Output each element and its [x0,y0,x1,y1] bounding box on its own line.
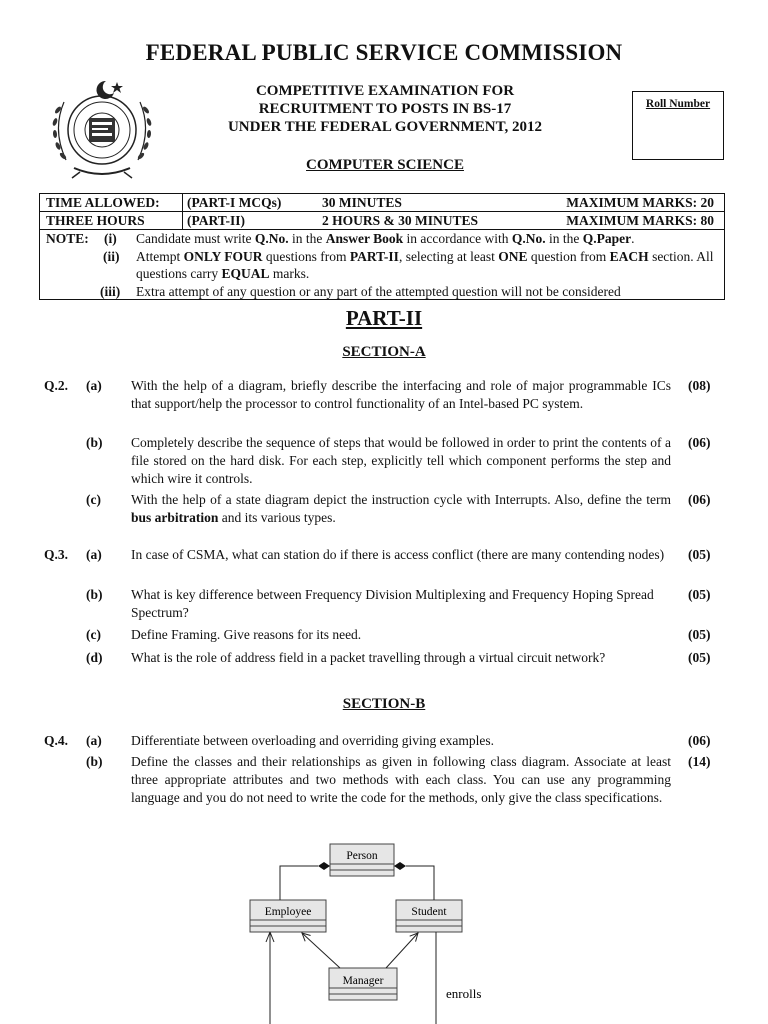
note-text: Attempt ONLY FOUR questions from PART-II, selecting at least ONE question from EACH section. All questions carry EQUAL marks. [136,249,714,281]
question-part-label: (b) [86,587,103,602]
question-2c [0,491,768,531]
info-row-part2 [40,212,724,230]
class-box-employee [250,900,326,932]
subject-title: COMPUTER SCIENCE [306,157,464,173]
part1-marks: MAXIMUM MARKS: 20 [566,195,714,210]
part2-marks: MAXIMUM MARKS: 80 [566,213,714,228]
question-part-label: (a) [86,733,102,748]
fpsc-seal-logo [44,72,160,182]
question-text: With the help of a state diagram depict the instruction cycle with Interrupts. Also, define the term bus arbitration and its various types. [131,492,671,525]
note-number: (ii) [103,249,120,264]
question-marks: (06) [688,733,711,748]
question-marks: (14) [688,754,711,769]
question-2a [0,377,768,437]
question-text: Define the classes and their relationships as given in following class diagram. Associate at least three appropriate attributes and two methods with each class. You can use any programming language and you do not need to write the code for the methods, only give the class specifications. [131,754,671,805]
time-allowed-label: TIME ALLOWED: [46,195,160,210]
question-text: Define Framing. Give reasons for its need. [131,627,362,642]
question-marks: (06) [688,435,711,450]
section-b-title: SECTION-B [342,696,426,712]
question-text: With the help of a diagram, briefly describe the interfacing and role of major programmable ICs that support/help the processor to control functionality of an Intel-based PC system. [131,378,671,411]
part1-time: 30 MINUTES [322,195,402,210]
question-marks: (05) [688,547,711,562]
class-name-manager: Manager [342,975,384,987]
question-4a [0,732,768,752]
note-text: Extra attempt of any question or any part of the attempted question will not be considered [136,284,621,299]
part1-label: (PART-I MCQs) [187,195,282,210]
class-diagram [230,840,530,1024]
exam-info-table [39,193,725,300]
question-marks: (08) [688,378,711,393]
question-text: What is key difference between Frequency Division Multiplexing and Frequency Hoping Spread Spectrum? [131,587,654,620]
question-3a [0,546,768,586]
question-part-label: (b) [86,435,103,450]
exam-heading-line-3: UNDER THE FEDERAL GOVERNMENT, 2012 [227,119,543,135]
class-box-manager [329,968,397,1000]
question-part-label: (a) [86,378,102,393]
roll-number-box[interactable] [632,91,724,160]
note-text: Candidate must write Q.No. in the Answer Book in accordance with Q.No. in the Q.Paper. [136,231,635,246]
question-4b [0,753,768,828]
note-number: (iii) [100,284,121,299]
question-part-label: (b) [86,754,103,769]
question-marks: (05) [688,650,711,665]
question-number: Q.2. [44,378,69,393]
part2-time: 2 HOURS & 30 MINUTES [322,213,479,228]
document-title: FEDERAL PUBLIC SERVICE COMMISSION [145,40,623,65]
class-name-student: Student [411,906,447,918]
class-name-employee: Employee [264,906,312,918]
question-part-label: (c) [86,627,101,642]
question-part-label: (d) [86,650,103,665]
exam-heading-line-2: RECRUITMENT TO POSTS IN BS-17 [258,101,512,117]
question-marks: (05) [688,587,711,602]
three-hours-label: THREE HOURS [46,213,145,228]
part-title: PART-II [345,306,423,330]
class-name-person: Person [346,850,378,862]
question-text: Completely describe the sequence of steps that would be followed in order to print the contents of a file stored on the hard disk. For each step, explicitly tell which component performs the step and which wire it controls. [131,435,671,486]
question-text: In case of CSMA, what can station do if there is access conflict (there are many contending nodes) [131,547,665,562]
association-label-enrolls: enrolls [446,986,482,1001]
class-box-student [396,900,462,932]
note-number: (i) [104,231,117,246]
question-part-label: (c) [86,492,101,507]
question-marks: (06) [688,492,711,507]
info-row-part1 [40,194,724,212]
question-2b [0,434,768,494]
part2-label: (PART-II) [187,213,246,228]
exam-heading-line-1: COMPETITIVE EXAMINATION FOR [255,83,515,99]
note-label: NOTE: [46,231,89,246]
roll-number-label: Roll Number [645,98,711,110]
question-3b [0,586,768,626]
question-text: What is the role of address field in a packet travelling through a virtual circuit network? [131,650,606,665]
question-part-label: (a) [86,547,102,562]
section-a-title: SECTION-A [342,344,426,360]
question-marks: (05) [688,627,711,642]
class-box-person [330,844,394,876]
question-3d [0,649,768,669]
question-number: Q.4. [44,733,69,748]
question-text: Differentiate between overloading and overriding giving examples. [131,733,495,748]
question-3c [0,626,768,646]
question-number: Q.3. [44,547,69,562]
